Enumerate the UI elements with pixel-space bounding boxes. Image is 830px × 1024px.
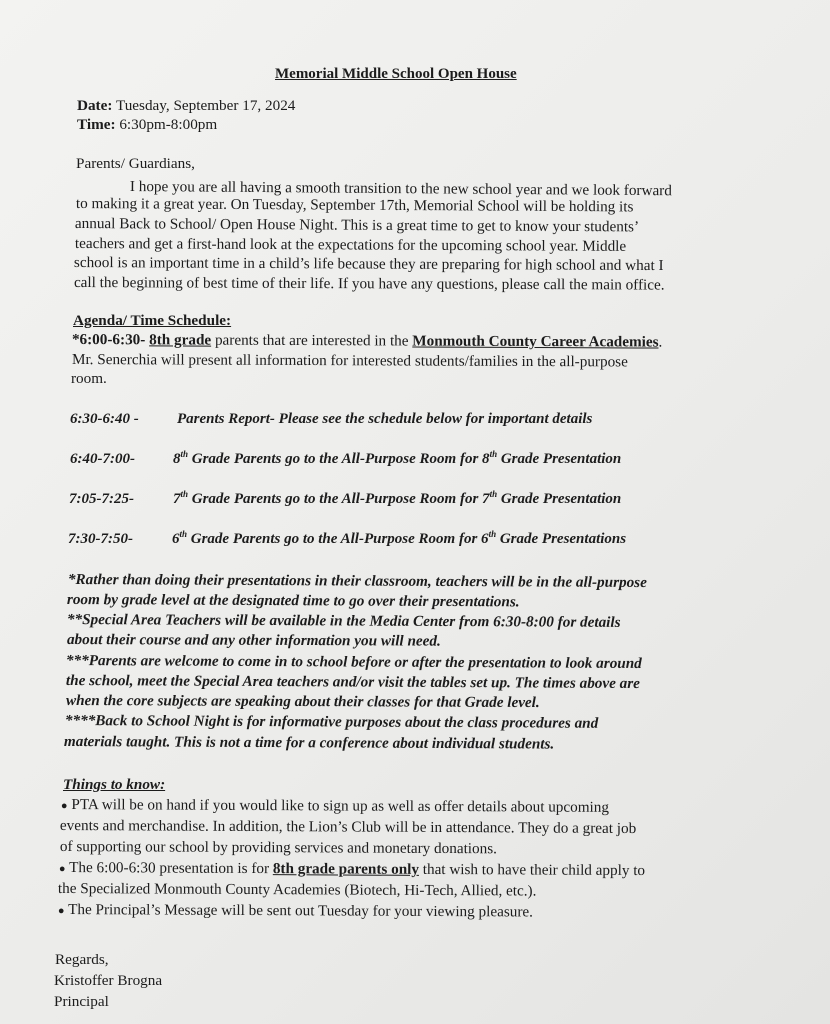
things-heading: Things to know: (63, 776, 166, 793)
intro-line: school is an important time in a child’s life because they are preparing for high school and what I (73, 253, 664, 275)
bullet-1-line-2: events and merchandise. In addition, the Lion’s Club will be in attendance. They do a great job (59, 817, 637, 838)
note-line: about their course and any other information you will need. (66, 631, 441, 650)
bullet-1-line-3: of supporting our school by providing services and monetary donations. (59, 838, 497, 858)
schedule-row (68, 530, 626, 548)
schedule-time: 7:30-7:50- (68, 531, 133, 547)
bullet-icon: ● (58, 862, 66, 876)
bullet-2-bold: 8th grade parents only (272, 860, 420, 878)
agenda-heading: Agenda/ Time Schedule: (73, 312, 232, 329)
closing-regards: Regards, (55, 951, 109, 968)
note-line: *Rather than doing their presentations in their classroom, teachers will be in the all-purpose (67, 571, 647, 592)
agenda-grade: 8th grade (149, 331, 212, 349)
date-value: Tuesday, September 17, 2024 (115, 97, 296, 114)
salutation: Parents/ Guardians, (76, 155, 195, 172)
closing-name: Kristoffer Brogna (54, 972, 163, 989)
bullet-2-line-1 (59, 858, 645, 882)
intro-line: I hope you are all having a smooth transition to the new school year and we look forward (129, 177, 672, 200)
schedule-desc: 8th Grade Parents go to the All-Purpose Room for 8th Grade Presentation (173, 449, 622, 467)
date-label: Date: (77, 97, 113, 114)
time-value: 6:30pm-8:00pm (119, 116, 218, 133)
intro-line: annual Back to School/ Open House Night. This is a great time to get to know your students’ (74, 214, 640, 236)
schedule-time: 7:05-7:25- (69, 491, 134, 507)
bullet-1-text: PTA will be on hand if you would like to sign up as well as offer details about upcoming (71, 796, 610, 816)
note-line: the school, meet the Special Area teachers and/or visit the tables set up. The times above are (65, 672, 640, 693)
note-line: room by grade level at the designated time to go over their presentations. (66, 591, 520, 611)
bullet-3-text: The Principal’s Message will be sent out Tuesday for your viewing pleasure. (68, 901, 534, 921)
schedule-desc: Parents Report- Please see the schedule below for important details (177, 411, 593, 427)
schedule-time: 6:40-7:00- (70, 451, 135, 467)
agenda-line-1 (72, 330, 662, 352)
agenda-academy: Monmouth County Career Academies (412, 332, 659, 351)
schedule-row (69, 490, 621, 508)
agenda-mid: parents that are interested in the (211, 331, 413, 350)
time-line (77, 115, 217, 134)
closing-role: Principal (54, 993, 109, 1010)
date-line (77, 96, 295, 115)
bullet-icon: ● (57, 904, 65, 918)
schedule-time: 6:30-6:40 - (70, 411, 139, 427)
schedule-desc: 7th Grade Parents go to the All-Purpose Room for 7th Grade Presentation (173, 489, 622, 507)
schedule-row (70, 410, 592, 428)
note-line: **Special Area Teachers will be available in the Media Center from 6:30-8:00 for details (66, 611, 621, 631)
bullet-2-post: that wish to have their child apply to (418, 860, 646, 880)
intro-line: call the beginning of best time of their life. If you have any questions, please call the main office. (73, 274, 665, 294)
agenda-end: . (658, 333, 663, 351)
note-line: ***Parents are welcome to come in to school before or after the presentation to look around (65, 652, 642, 673)
bullet-icon: ● (60, 799, 68, 813)
time-label: Time: (77, 116, 116, 133)
agenda-line-2: Mr. Senerchia will present all information for interested students/families in the all-purpose (71, 351, 628, 371)
schedule-desc: 6th Grade Parents go to the All-Purpose Room for 6th Grade Presentations (172, 529, 627, 547)
note-line: ****Back to School Night is for informative purposes about the class procedures and (64, 712, 599, 732)
intro-line: to making it a great year. On Tuesday, September 17th, Memorial School will be holding its (75, 194, 634, 216)
bullet-2-pre: The 6:00-6:30 presentation is for (69, 859, 273, 878)
bullet-1-line-1 (61, 795, 609, 819)
bullet-3-line-1 (58, 900, 533, 923)
note-line: when the core subjects are speaking about their classes for that Grade level. (65, 692, 540, 712)
agenda-time: *6:00-6:30- (71, 331, 150, 349)
agenda-line-3: room. (71, 370, 107, 387)
intro-line: teachers and get a first-hand look at the expectations for the upcoming school year. Middle (74, 234, 627, 255)
schedule-row (70, 450, 621, 468)
note-line: materials taught. This is not a time for a conference about individual students. (63, 733, 555, 753)
page-title: Memorial Middle School Open House (275, 66, 517, 82)
bullet-2-line-2: the Specialized Monmouth County Academies (Biotech, Hi-Tech, Allied, etc.). (57, 880, 537, 900)
